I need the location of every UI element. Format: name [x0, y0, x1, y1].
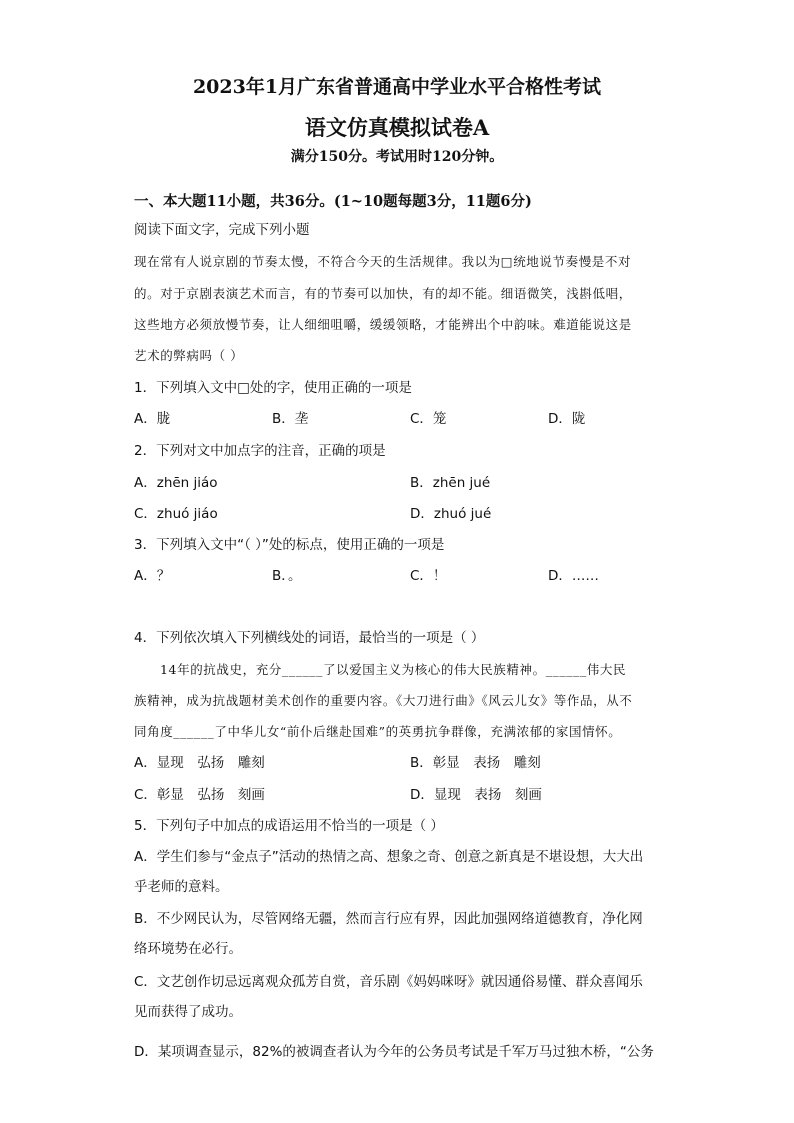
question-4-option-b[interactable]: B．彰显 表扬 雕刻 [410, 755, 541, 771]
question-5-stem: 5．下列句子中加点的成语运用不恰当的一项是（ ） [134, 818, 444, 834]
question-5-option-b-cont: 络环境势在必行。 [134, 941, 242, 957]
passage-line: 族精神，成为抗战题材美术创作的重要内容。《大刀进行曲》《风云儿女》等作品，从不 [134, 693, 633, 708]
exam-title: 2023年1月广东省普通高中学业水平合格性考试 [192, 76, 602, 98]
passage-line: 现在常有人说京剧的节奏太慢，不符合今天的生活规律。我以为□统地说节奏慢是不对 [134, 254, 632, 269]
question-4-option-a[interactable]: A．显现 弘扬 雕刻 [134, 755, 265, 771]
question-2-option-a[interactable]: A．zhēn jiáo [134, 475, 218, 491]
question-5-option-d[interactable]: D．某项调查显示，82%的被调查者认为今年的公务员考试是千军万马过独木桥，“公务 [134, 1044, 654, 1060]
question-2-option-d[interactable]: D．zhuó jué [410, 506, 492, 522]
question-3-option-d[interactable]: D．…… [548, 568, 599, 584]
exam-subtitle: 语文仿真模拟试卷A [304, 115, 490, 140]
question-3-option-b[interactable]: B．。 [272, 568, 302, 584]
question-2-option-c[interactable]: C．zhuó jiáo [134, 506, 218, 522]
passage-line: 的。对于京剧表演艺术而言，有的节奏可以加快，有的却不能。细语微笑，浅斟低唱， [134, 286, 632, 301]
question-2-option-b[interactable]: B．zhēn jué [410, 475, 491, 491]
question-4-option-d[interactable]: D．显现 表扬 刻画 [410, 787, 542, 803]
exam-score-info: 满分150分。考试用时120分钟。 [290, 149, 504, 165]
question-5-option-c-cont: 见而获得了成功。 [134, 1004, 242, 1020]
question-5-option-a[interactable]: A．学生们参与“金点子”活动的热情之高、想象之奇、创意之新真是不堪设想，大大出 [134, 849, 644, 865]
question-1-option-d[interactable]: D．陇 [548, 411, 586, 427]
passage-line: 这些地方必须放慢节奏，让人细细咀嚼，缓缓领略，才能辨出个中韵味。难道能说这是 [134, 317, 632, 332]
question-3-option-c[interactable]: C．！ [410, 568, 447, 584]
passage-line: 14年的抗战史，充分______了以爱国主义为核心的伟大民族精神。______伟大民 [160, 662, 627, 677]
section-heading: 一、本大题11小题，共36分。(1~10题每题3分，11题6分) [134, 193, 532, 210]
passage-line: 艺术的弊病吗（ ） [134, 348, 244, 363]
question-4-stem: 4．下列依次填入下列横线处的词语，最恰当的一项是（ ） [134, 630, 485, 646]
question-5-option-c[interactable]: C．文艺创作切忌远离观众孤芳自赏，音乐剧《妈妈咪呀》就因通俗易懂、群众喜闻乐 [134, 974, 643, 990]
question-5-option-b[interactable]: B．不少网民认为，尽管网络无疆，然而言行应有界，因此加强网络道德教育，净化网 [134, 911, 643, 927]
reading-instruction: 阅读下面文字，完成下列小题 [134, 222, 310, 238]
question-1-option-c[interactable]: C．笼 [410, 411, 447, 427]
question-5-option-a-cont: 乎老师的意料。 [134, 879, 229, 895]
question-3-option-a[interactable]: A．？ [134, 568, 171, 584]
passage-line: 同角度______了中华儿女“前仆后继赴国难”的英勇抗争群像，充满浓郁的家国情怀。 [134, 724, 622, 739]
question-1-option-a[interactable]: A．胧 [134, 411, 171, 427]
question-4-option-c[interactable]: C．彰显 弘扬 刻画 [134, 787, 265, 803]
question-1-option-b[interactable]: B．垄 [272, 411, 309, 427]
question-3-stem: 3．下列填入文中“（ ）”处的标点，使用正确的一项是 [134, 537, 445, 553]
question-1-stem: 1．下列填入文中□处的字，使用正确的一项是 [134, 380, 412, 396]
question-2-stem: 2．下列对文中加点字的注音，正确的项是 [134, 443, 386, 459]
